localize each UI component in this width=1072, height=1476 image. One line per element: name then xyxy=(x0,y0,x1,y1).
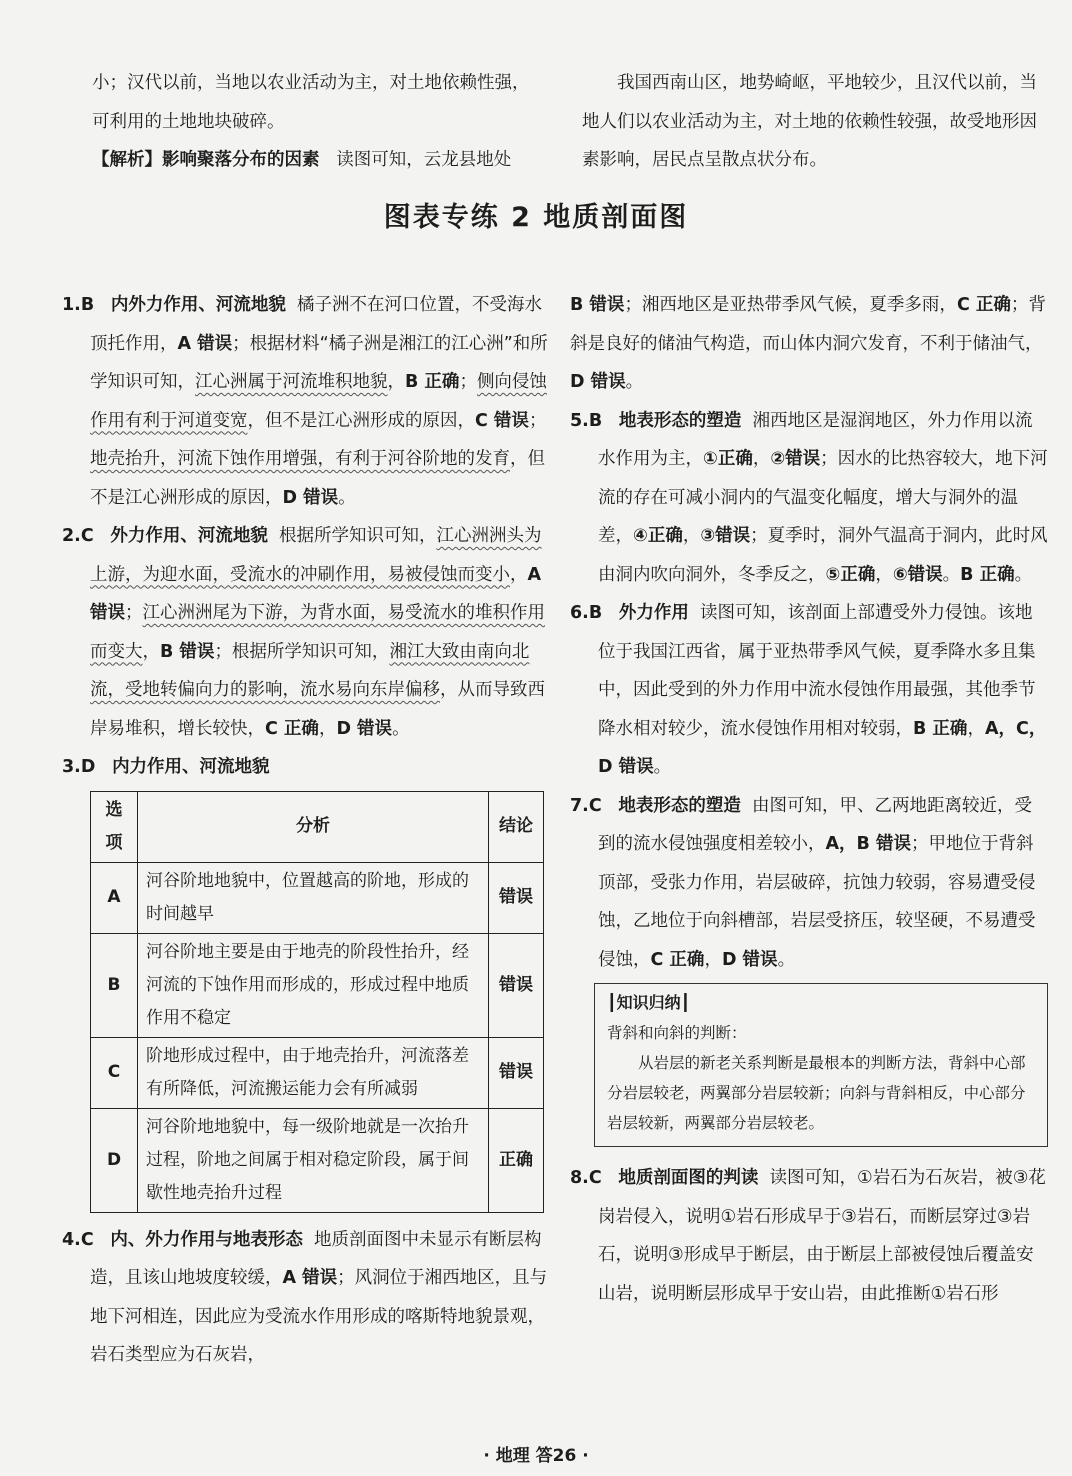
answer-1: 1.B 内外力作用、河流地貌 橘子洲不在河口位置，不受海水顶托作用，A 错误；根据材料“橘子洲是湘江的江心洲”和所学知识可知，江心洲属于河流堆积地貌，B 正确；侧向侵蚀作用有利于河道变宽，但不是江心洲形成的原因，C 错误；地壳抬升，河流下蚀作用增强，有利于河谷阶地的发育，但不是江心洲形成的原因，D 错误。 xyxy=(62,295,548,508)
answer-4: 4.C 内、外力作用与地表形态 地质剖面图中未显示有断层构造，且该山地坡度较缓，A 错误；风洞位于湘西地区，且与地下河相连，因此应为受流水作用形成的喀斯特地貌景观，岩石类型应为石灰岩， xyxy=(62,1229,548,1365)
answer-5: 5.B 地表形态的塑造 湘西地区是湿润地区，外力作用以流水作用为主，①正确，②错误；因水的比热容较大，地下河流的存在可减小洞内的气温变化幅度，增大与洞外的温差，④正确，③错误；夏季时，洞外气温高于洞内，此时风由洞内吹向洞外，冬季反之，⑤正确，⑥错误。B 正确。 xyxy=(570,410,1048,585)
answer-number: 8.C xyxy=(570,1168,602,1188)
prev-answer-left xyxy=(92,64,552,180)
answer-topic: 地表形态的塑造 xyxy=(618,795,741,816)
answer-number: 1.B xyxy=(62,295,95,315)
table-row: B 河谷阶地主要是由于地壳的阶段性抬升，经河流的下蚀作用而形成的，形成过程中地质作用不稳定 错误 xyxy=(91,933,544,1037)
table-row: A 河谷阶地地貌中，位置越高的阶地，形成的时间越早 错误 xyxy=(91,862,544,933)
jiexi-tag: 【解析】 xyxy=(92,150,162,170)
table-header-row xyxy=(91,791,544,862)
header-analysis: 分析 xyxy=(138,791,489,862)
answer-8: 8.C 地质剖面图的判读 读图可知，①岩石为石灰岩，被③花岗岩侵入，说明①岩石形成早于③岩石，而断层穿过③岩石，说明③形成早于断层，由于断层上部被侵蚀后覆盖安山岩，说明断层形成早于安山岩，由此推断①岩石形 xyxy=(570,1168,1046,1304)
knowledge-box xyxy=(594,983,1048,1147)
jiexi-heading: 影响聚落分布的因素 xyxy=(162,150,320,170)
answer-3 xyxy=(62,748,552,787)
prev-right-text: 我国西南山区，地势崎岖，平地较少，且汉代以前，当地人们以农业活动为主，对土地的依赖性较强，故受地形因素影响，居民点呈散点状分布。 xyxy=(582,73,1037,170)
answer-topic: 内外力作用、河流地貌 xyxy=(110,295,286,315)
answer-number: 7.C xyxy=(570,795,602,816)
prev-jiexi xyxy=(92,141,552,180)
answer-6: 6.B 外力作用 读图可知，该剖面上部遭受外力侵蚀。该地位于我国江西省，属于亚热带季风气候，夏季降水多且集中，因此受到的外力作用中流水侵蚀作用最强，其他季节降水相对较少，流水侵蚀作用相对较弱，B 正确，A，C，D 错误。 xyxy=(570,603,1047,777)
jiexi-text: 读图可知，云龙县地处 xyxy=(336,150,512,170)
answer-topic: 地质剖面图的判读 xyxy=(618,1168,759,1188)
answer-7: 7.C 地表形态的塑造 由图可知，甲、乙两地距离较近，受到的流水侵蚀强度相差较小，A，B 错误；甲地位于背斜顶部，受张力作用，岩层破碎，抗蚀力较弱，容易遭受侵蚀，乙地位于向斜槽部，岩层受挤压，较坚硬，不易遭受侵蚀，C 正确，D 错误。 xyxy=(570,795,1036,970)
prev-line-2: 可利用的土地地块破碎。 xyxy=(92,111,285,132)
table-row: D 河谷阶地地貌中，每一级阶地就是一次抬升过程，阶地之间属于相对稳定阶段，属于间歇性地壳抬升过程 正确 xyxy=(91,1108,544,1212)
answer-number: 6.B xyxy=(570,603,603,623)
answer-number: 5.B xyxy=(570,410,603,431)
answer-2: 2.C 外力作用、河流地貌 根据所学知识可知，江心洲洲头为上游，为迎水面，受流水的冲刷作用，易被侵蚀而变小，A 错误；江心洲洲尾为下游，为背水面，易受流水的堆积作用而变大，B 错误；根据所学知识可知，湘江大致由南向北流，受地转偏向力的影响，流水易向东岸偏移，从而导致西岸易堆积，增长较快，C 正确，D 错误。 xyxy=(62,526,545,739)
answer-topic: 内力作用、河流地貌 xyxy=(112,757,270,777)
knowledge-heading: 背斜和向斜的判断： xyxy=(607,1024,747,1042)
analysis-table xyxy=(90,791,544,1213)
answer-number: 3.D xyxy=(62,757,96,777)
page-footer: · 地理 答26 · xyxy=(483,1446,589,1466)
answer-number: 2.C xyxy=(62,526,94,546)
answer-4-continued: B 错误；湘西地区是亚热带季风气候，夏季多雨，C 正确；背斜是良好的储油气构造，而山体内洞穴发育，不利于储油气，D 错误。 xyxy=(570,295,1046,392)
answer-topic: 外力作用、河流地貌 xyxy=(110,526,268,546)
table-row: C 阶地形成过程中，由于地壳抬升，河流落差有所降低，河流搬运能力会有所减弱 错误 xyxy=(91,1037,544,1108)
header-conclusion: 结论 xyxy=(489,791,544,862)
answer-number: 4.C xyxy=(62,1229,94,1250)
answer-topic: 外力作用 xyxy=(618,603,689,623)
section-title: 图表专练 2 地质剖面图 xyxy=(383,202,689,233)
answer-topic: 地表形态的塑造 xyxy=(618,410,742,431)
knowledge-title: ┃ 知识归纳 ┃ xyxy=(607,988,1035,1018)
right-column xyxy=(570,286,1048,1313)
prev-line-1: 小；汉代以前，当地以农业活动为主，对土地依赖性强， xyxy=(92,73,530,93)
left-column xyxy=(62,286,552,1375)
prev-answer-right xyxy=(582,64,1048,180)
knowledge-text: 从岩层的新老关系判断是最根本的判断方法，背斜中心部分岩层较老，两翼部分岩层较新；向斜与背斜相反，中心部分岩层较新，两翼部分岩层较老。 xyxy=(607,1054,1026,1132)
header-option: 选项 xyxy=(91,791,138,862)
answer-topic: 内、外力作用与地表形态 xyxy=(110,1229,303,1250)
